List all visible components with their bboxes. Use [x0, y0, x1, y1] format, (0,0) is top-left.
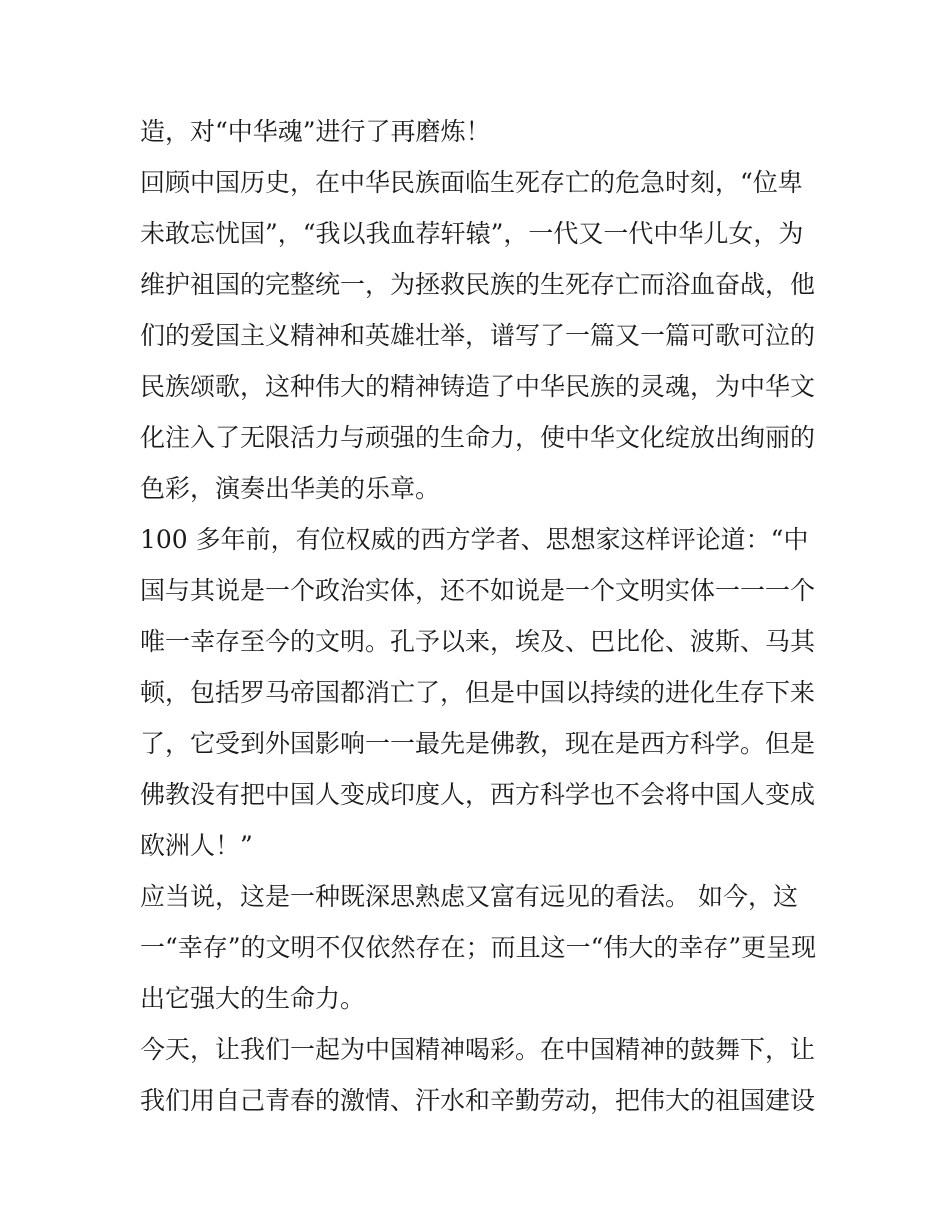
text-line: 民族颂歌，这种伟大的精神铸造了中华民族的灵魂，为中华文: [140, 372, 816, 401]
text-line: 未敢忘忧国”，“我以我血荐轩辕”，一代又一代中华儿女，为: [140, 219, 804, 248]
text-line: 造，对“中华魂”进行了再磨炼！: [140, 117, 491, 146]
text-line: 国与其说是一个政治实体，还不如说是一个文明实体一一一个: [140, 576, 816, 605]
text-line: 维护祖国的完整统一，为拯救民族的生死存亡而浴血奋战，他: [140, 270, 816, 299]
text-line: 100 多年前，有位权威的西方学者、思想家这样评论道：“中: [140, 525, 809, 554]
text-line: 们的爱国主义精神和英雄壮举，谱写了一篇又一篇可歌可泣的: [140, 321, 816, 350]
text-line: 应当说，这是一种既深思熟虑又富有远见的看法。 如今，这: [140, 882, 798, 911]
text-line: 一“幸存”的文明不仅依然存在；而且这一“伟大的幸存”更呈现: [140, 933, 817, 962]
text-line: 出它强大的生命力。: [140, 984, 366, 1013]
text-line: 今天，让我们一起为中国精神喝彩。在中国精神的鼓舞下，让: [140, 1035, 816, 1064]
text-line: 唯一幸存至今的文明。孔予以来，埃及、巴比伦、波斯、马其: [140, 627, 816, 656]
text-line: 了，它受到外国影响一一最先是佛教，现在是西方科学。但是: [140, 729, 816, 758]
text-line: 我们用自己青春的激情、汗水和辛勤劳动，把伟大的祖国建设: [140, 1086, 816, 1115]
text-line: 佛教没有把中国人变成印度人，西方科学也不会将中国人变成: [140, 780, 816, 809]
text-line: 欧洲人！”: [140, 831, 253, 860]
text-line: 回顾中国历史，在中华民族面临生死存亡的危急时刻，“位卑: [140, 168, 803, 197]
text-line: 顿，包括罗马帝国都消亡了，但是中国以持续的进化生存下来: [140, 678, 816, 707]
text-line: 色彩，演奏出华美的乐章。: [140, 474, 441, 503]
document-body: [140, 106, 820, 1126]
text-line: 化注入了无限活力与顽强的生命力，使中华文化绽放出绚丽的: [140, 423, 816, 452]
